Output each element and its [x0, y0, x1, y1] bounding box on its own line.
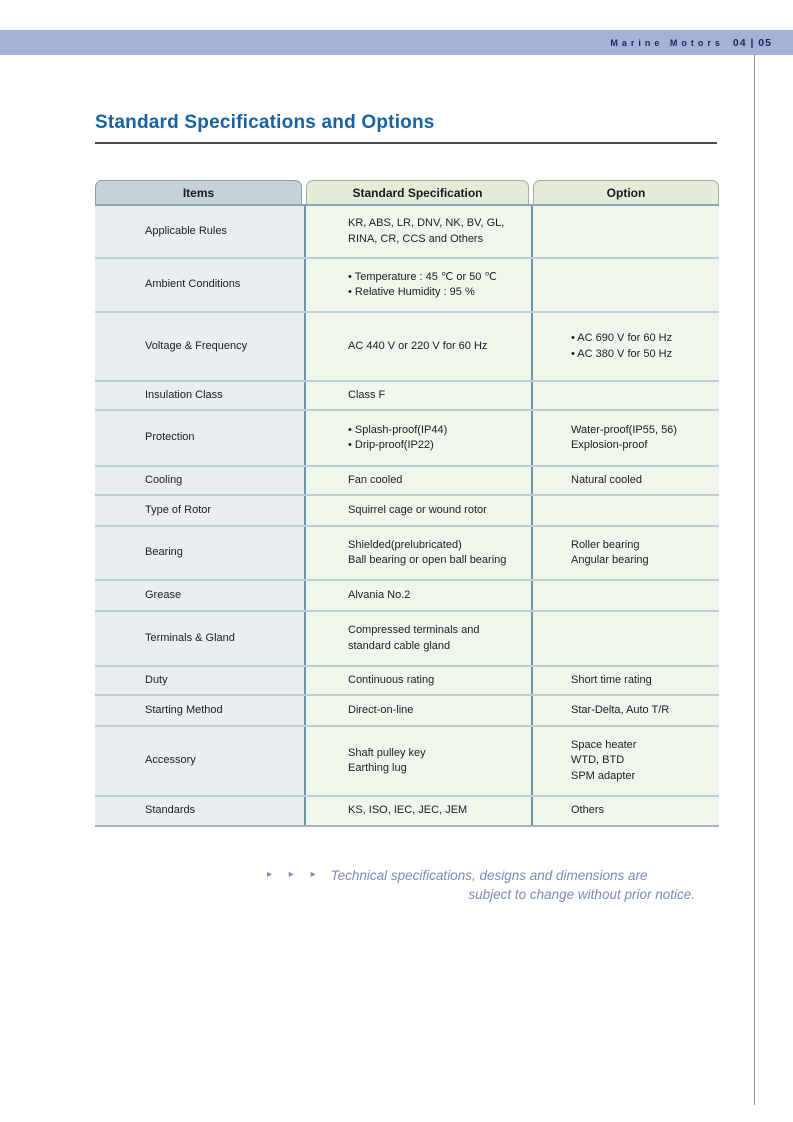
option-cell	[531, 206, 719, 257]
item-cell	[95, 696, 304, 725]
item-cell	[95, 313, 304, 380]
spec-table	[95, 180, 719, 827]
spec-cell	[304, 382, 531, 409]
table-row	[95, 797, 719, 827]
spec-cell	[304, 467, 531, 494]
table-row	[95, 411, 719, 467]
option-cell	[531, 527, 719, 579]
option-cell	[531, 696, 719, 725]
spec-cell	[304, 581, 531, 610]
option-cell	[531, 581, 719, 610]
cell-line: Squirrel cage or wound rotor	[348, 503, 487, 516]
cell-line: Class F	[348, 388, 386, 401]
spec-cell	[304, 411, 531, 465]
footer-note-line1	[267, 868, 695, 883]
option-cell	[531, 727, 719, 795]
cell-line: Short time rating	[571, 673, 652, 686]
item-cell	[95, 727, 304, 795]
option-cell	[531, 259, 719, 311]
cell-line: Shaft pulley key	[348, 746, 426, 759]
cell-line: Natural cooled	[571, 473, 642, 486]
cell-line: Ball bearing or open ball bearing	[348, 554, 507, 566]
item-cell	[95, 259, 304, 311]
page-margin-rule	[754, 55, 755, 1105]
cell-line: • AC 690 V for 60 Hz	[571, 332, 673, 344]
cell-line: Starting Method	[145, 703, 223, 716]
cell-line: Angular bearing	[571, 554, 649, 566]
item-cell	[95, 382, 304, 409]
cell-line: • Temperature : 45 ℃ or 50 ℃	[348, 270, 497, 283]
cell-line: Direct-on-line	[348, 703, 414, 716]
cell-line: • Splash-proof(IP44)	[348, 423, 448, 436]
item-cell	[95, 581, 304, 610]
spec-cell	[304, 667, 531, 694]
cell-line: Fan cooled	[348, 473, 403, 486]
table-row	[95, 206, 719, 259]
cell-line: Water-proof(IP55, 56)	[571, 423, 677, 436]
option-cell	[531, 411, 719, 465]
cell-line: • AC 380 V for 50 Hz	[571, 347, 673, 360]
cell-line: Bearing	[145, 546, 183, 559]
spec-cell	[304, 696, 531, 725]
option-cell	[531, 467, 719, 494]
cell-line: Explosion-proof	[571, 439, 648, 451]
option-cell	[531, 612, 719, 665]
cell-line: KS, ISO, IEC, JEC, JEM	[348, 804, 468, 817]
footer-note-text2: subject to change without prior notice.	[468, 887, 695, 902]
table-row	[95, 727, 719, 797]
item-cell	[95, 612, 304, 665]
cell-line: Compressed terminals and	[348, 624, 480, 636]
cell-line: SPM adapter	[571, 769, 636, 782]
item-cell	[95, 496, 304, 525]
column-header-option: Option	[533, 180, 719, 204]
table-row	[95, 581, 719, 612]
column-header-standard-specification: Standard Specification	[306, 180, 529, 204]
cell-line: Continuous rating	[348, 673, 435, 686]
cell-line: Accessory	[145, 754, 196, 767]
cell-line: Cooling	[145, 473, 183, 486]
cell-line: Ambient Conditions	[145, 278, 241, 291]
cell-line: Alvania No.2	[348, 588, 411, 601]
option-cell	[531, 496, 719, 525]
cell-line: Type of Rotor	[145, 503, 212, 516]
spec-cell	[304, 797, 531, 825]
footer-note-text1: Technical specifications, designs and dimensions are	[330, 868, 648, 883]
table-row	[95, 667, 719, 696]
spec-cell	[304, 496, 531, 525]
table-body	[95, 204, 719, 827]
cell-line: Star-Delta, Auto T/R	[571, 703, 670, 716]
option-cell	[531, 382, 719, 409]
spec-cell	[304, 259, 531, 311]
table-row	[95, 382, 719, 411]
option-cell	[531, 667, 719, 694]
cell-line: standard cable gland	[348, 639, 451, 652]
cell-line: RINA, CR, CCS and Others	[348, 232, 484, 245]
cell-line: Roller bearing	[571, 538, 640, 551]
option-cell	[531, 797, 719, 825]
spec-cell	[304, 206, 531, 257]
cell-line: KR, ABS, LR, DNV, NK, BV, GL,	[348, 217, 505, 229]
cell-line: Duty	[145, 673, 168, 686]
item-cell	[95, 411, 304, 465]
cell-line: Terminals & Gland	[145, 631, 235, 644]
cell-line: Grease	[145, 588, 182, 601]
cell-line: • Relative Humidity : 95 %	[348, 286, 475, 298]
table-row	[95, 612, 719, 667]
page-number: 04 | 05	[732, 36, 772, 49]
cell-line: Protection	[145, 431, 195, 444]
cell-line: Voltage & Frequency	[145, 339, 248, 352]
triangle-arrows-icon: ▸ ▸ ▸	[267, 869, 323, 880]
table-row	[95, 259, 719, 313]
spec-cell	[304, 727, 531, 795]
table-row	[95, 527, 719, 581]
spec-cell	[304, 527, 531, 579]
item-cell	[95, 206, 304, 257]
item-cell	[95, 797, 304, 825]
cell-line: Space heater	[571, 738, 637, 751]
page-title: Standard Specifications and Options	[95, 112, 717, 144]
brand-text: Marine Motors	[610, 37, 724, 48]
item-cell	[95, 527, 304, 579]
page-content	[95, 0, 717, 902]
option-cell	[531, 313, 719, 380]
spec-cell	[304, 313, 531, 380]
item-cell	[95, 667, 304, 694]
cell-line: Applicable Rules	[145, 224, 227, 237]
cell-line: Earthing lug	[348, 762, 407, 774]
cell-line: Shielded(prelubricated)	[348, 538, 462, 551]
table-row	[95, 696, 719, 727]
item-cell	[95, 467, 304, 494]
cell-line: Standards	[145, 804, 196, 817]
table-header-row	[95, 180, 719, 204]
cell-line: Others	[571, 804, 605, 817]
table-row	[95, 496, 719, 527]
spec-cell	[304, 612, 531, 665]
cell-line: AC 440 V or 220 V for 60 Hz	[348, 339, 488, 352]
table-row	[95, 313, 719, 382]
cell-line: WTD, BTD	[571, 754, 625, 767]
footer-note	[267, 868, 695, 902]
column-header-items: Items	[95, 180, 302, 204]
cell-line: Insulation Class	[145, 388, 223, 401]
cell-line: • Drip-proof(IP22)	[348, 439, 434, 451]
table-row	[95, 467, 719, 496]
